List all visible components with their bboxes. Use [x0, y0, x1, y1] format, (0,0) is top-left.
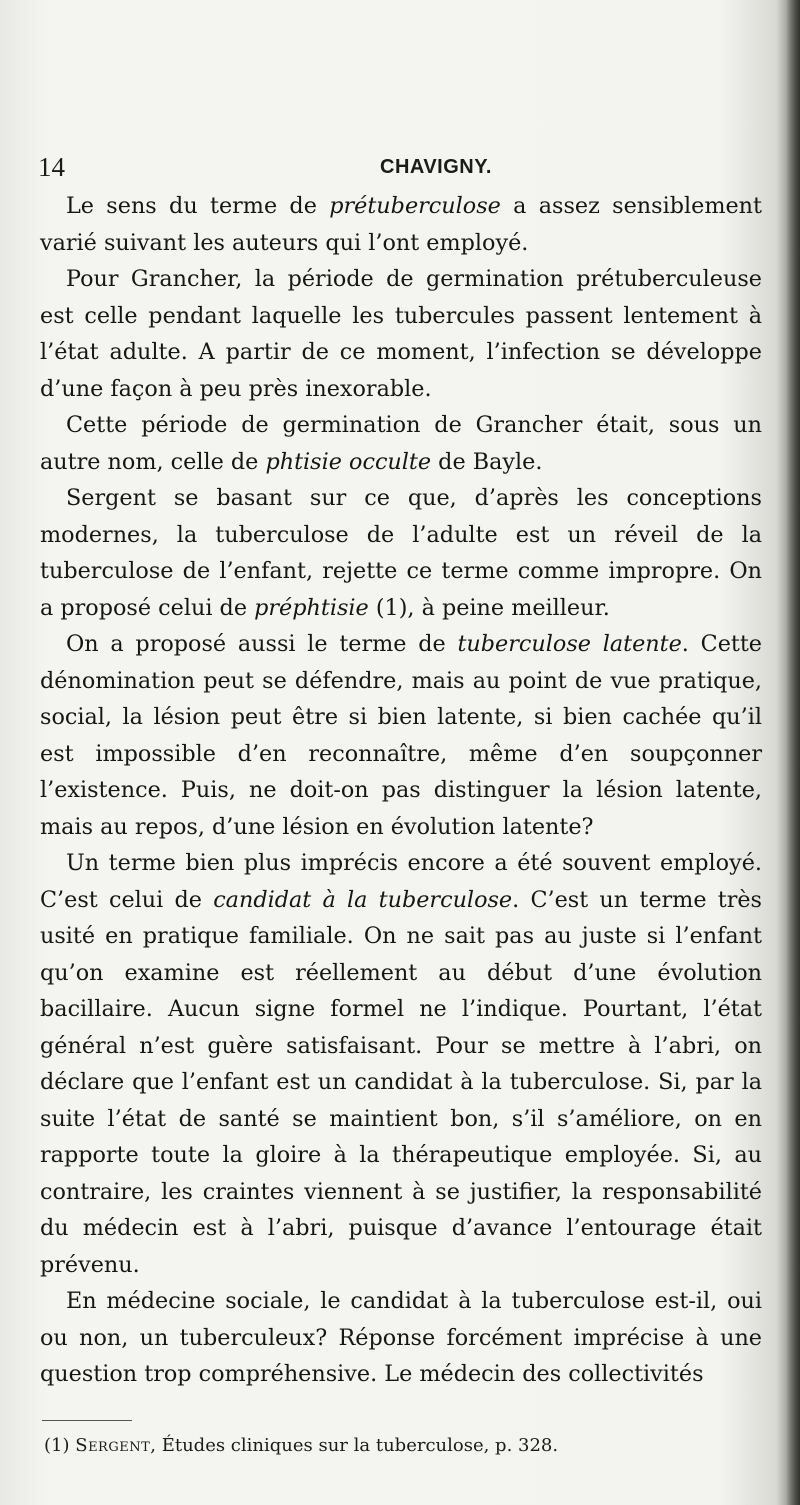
text-run: . C’est un terme très usité en pratique familiale. On ne sait pas au juste si l’enfant qu’on examine est réellement au début d’une évolution bacillaire. Aucun signe formel ne l’indique. Pourtant, l’état général n’est guère satisfaisant. Pour se mettre à l’abri, on déclare que l’enfant est un candidat à la tuberculose. Si, par la suite l’état de santé se maintient bon, s’il s’améliore, on en rapporte toute la gloire à la thérapeutique employée. Si, au contraire, les craintes viennent à se justifier, la responsabilité du médecin est à l’abri, puisque d’avance l’entourage était prévenu.	[40, 886, 762, 1278]
text-run: Le sens du terme de	[66, 193, 330, 219]
page-number: 14	[38, 152, 65, 182]
paragraph	[40, 188, 762, 261]
text-run: . Cette dénomination peut se défendre, mais au point de vue pratique, social, la lésion peut être si bien latente, si bien cachée qu’il est impossible d’en reconnaître, même d’en soupçonner l’existence. Puis, ne doit-on pas distinguer la lésion latente, mais au repos, d’une lésion en évolution latente?	[40, 631, 763, 840]
italic-term: préphtisie	[254, 594, 369, 621]
text-run: de Bayle.	[431, 448, 543, 475]
footnote-rule	[42, 1420, 132, 1421]
paragraph	[40, 845, 762, 1283]
page-edge-shadow	[786, 0, 800, 1505]
text-run: Pour Grancher, la période de germination prétuberculeuse est celle pendant laquelle les tubercules passent lentement à l’état adulte. A partir de ce moment, l’infection se développe d’une façon à peu près inexorable.	[40, 266, 762, 402]
italic-term: phtisie occulte	[265, 448, 432, 475]
text-run: On a proposé aussi le terme de	[66, 631, 458, 657]
running-head: CHAVIGNY.	[380, 156, 492, 178]
text-run: En médecine sociale, le candidat à la tuberculose est-il, oui ou non, un tuberculeux? Réponse forcément imprécise à une question trop compréhensive. Le médecin des collectivités	[40, 1288, 762, 1387]
paragraph	[40, 626, 762, 845]
text-run: Sergent se basant sur ce que, d’après les conceptions modernes, la tuberculose de l’adulte est un réveil de la tuberculose de l’enfant, rejette ce terme comme impropre. On a proposé celui de	[40, 485, 762, 621]
paragraph	[40, 407, 762, 480]
footnote-text: , Études cliniques sur la tuberculose, p. 328.	[150, 1435, 559, 1456]
paragraph	[40, 1283, 762, 1393]
paragraph	[40, 480, 762, 626]
page-header	[38, 146, 760, 186]
italic-term: tuberculose latente	[457, 631, 682, 657]
footnote-author: Sergent	[75, 1435, 151, 1456]
text-run: (1), à peine meilleur.	[368, 594, 610, 621]
body-text	[40, 188, 762, 1393]
text-run: a assez sensiblement varié suivant les auteurs qui l’ont employé.	[40, 193, 762, 256]
text-run: Cette période de germination de Grancher était, sous un autre nom, celle de	[40, 412, 762, 475]
paragraph	[40, 261, 762, 407]
text-run: Un terme bien plus imprécis encore a été souvent employé. C’est celui de	[40, 850, 762, 913]
footnote	[44, 1435, 744, 1456]
italic-term: prétuberculose	[329, 193, 501, 219]
footnote-marker: (1)	[44, 1435, 70, 1456]
italic-term: candidat à la tuberculose	[213, 886, 513, 913]
